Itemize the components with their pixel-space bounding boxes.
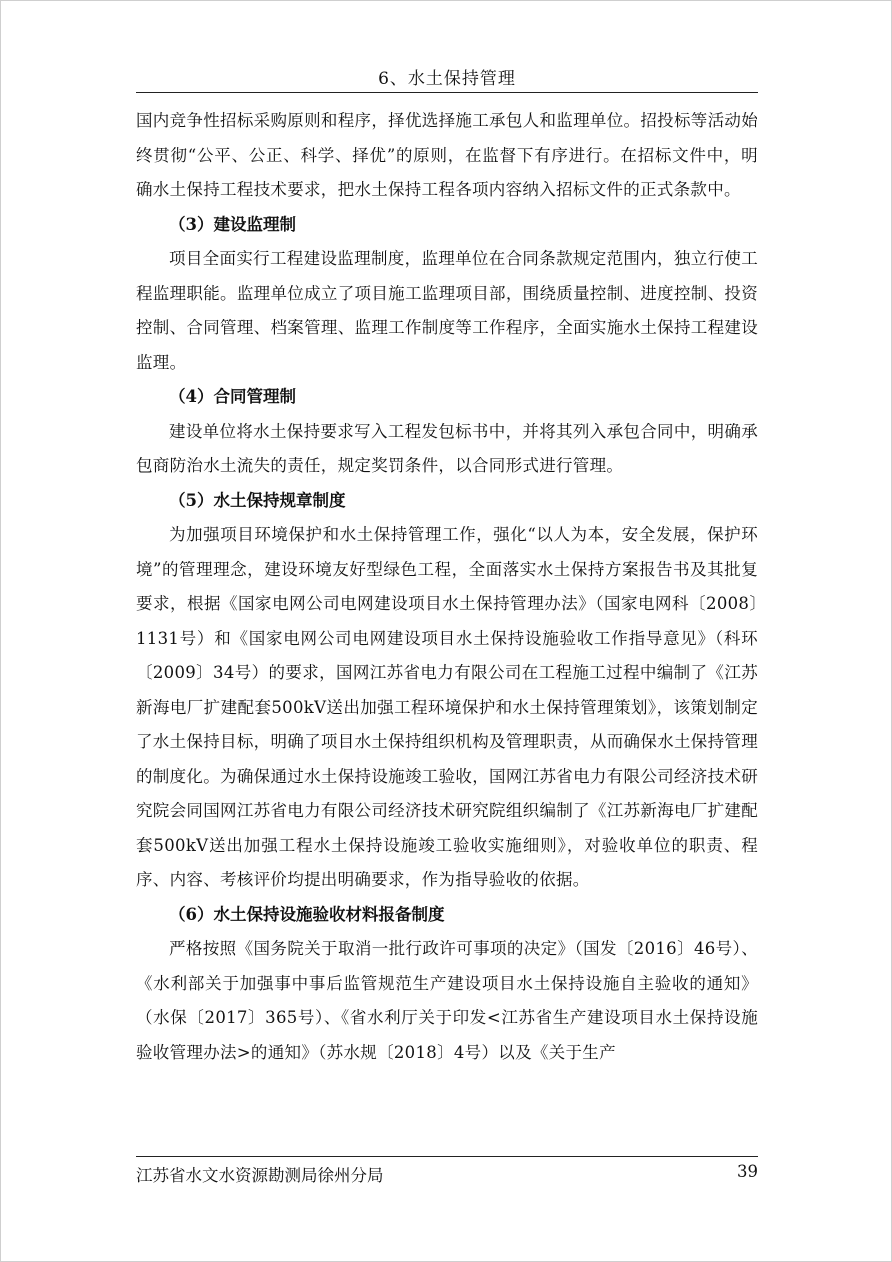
page-number: 39: [737, 1162, 758, 1181]
footer-organization: 江苏省水文水资源勘测局徐州分局: [136, 1166, 384, 1185]
page-header-title: 6、水土保持管理: [378, 69, 516, 89]
paragraph-4: 为加强项目环境保护和水土保持管理工作，强化“以人为本，安全发展，保护环境”的管理理念，建设环境友好型绿色工程，全面落实水土保持方案报告书及其批复要求，根据《国家电网公司电网建设项目水土保持管理办法》（国家电网科〔2008〕1131号）和《国家电网公司电网建设项目水土保持设施验收工作指导意见》（科环〔2009〕34号）的要求，国网江苏省电力有限公司在工程施工过程中编制了《江苏新海电厂扩建配套500kV送出加强工程环境保护和水土保持管理策划》，该策划制定了水土保持目标，明确了项目水土保持组织机构及管理职责，从而确保水土保持管理的制度化。为确保通过水土保持设施竣工验收，国网江苏省电力有限公司经济技术研究院会同国网江苏省电力有限公司经济技术研究院组织编制了《江苏新海电厂扩建配套500kV送出加强工程水土保持设施竣工验收实施细则》，对验收单位的职责、程序、内容、考核评价均提出明确要求，作为指导验收的依据。: [136, 525, 758, 889]
paragraph-5: 严格按照《国务院关于取消一批行政许可事项的决定》（国发〔2016〕46号）、《水利部关于加强事中事后监管规范生产建设项目水土保持设施自主验收的通知》（水保〔2017〕365号）、《省水利厅关于印发<江苏省生产建设项目水土保持设施验收管理办法>的通知》（苏水规〔2018〕4号）以及《关于生产: [136, 939, 758, 1062]
heading-6: （6）水土保持设施验收材料报备制度: [169, 904, 445, 924]
footer-rule: [136, 1156, 758, 1157]
paragraph-3: 建设单位将水土保持要求写入工程发包标书中，并将其列入承包合同中，明确承包商防治水土流失的责任，规定奖罚条件，以合同形式进行管理。: [136, 421, 758, 475]
paragraph-1: 国内竞争性招标采购原则和程序，择优选择施工承包人和监理单位。招投标等活动始终贯彻“公平、公正、科学、择优”的原则，在监督下有序进行。在招标文件中，明确水土保持工程技术要求，把水土保持工程各项内容纳入招标文件的正式条款中。: [136, 111, 758, 199]
paragraph-2: 项目全面实行工程建设监理制度，监理单位在合同条款规定范围内，独立行使工程监理职能。监理单位成立了项目施工监理项目部，围绕质量控制、进度控制、投资控制、合同管理、档案管理、监理工作制度等工作程序，全面实施水土保持工程建设监理。: [136, 249, 758, 372]
heading-5: （5）水土保持规章制度: [169, 490, 346, 510]
header-rule: [136, 92, 758, 93]
heading-3: （3）建设监理制: [169, 214, 296, 234]
heading-4: （4）合同管理制: [169, 387, 296, 406]
document-body: [136, 104, 758, 1070]
